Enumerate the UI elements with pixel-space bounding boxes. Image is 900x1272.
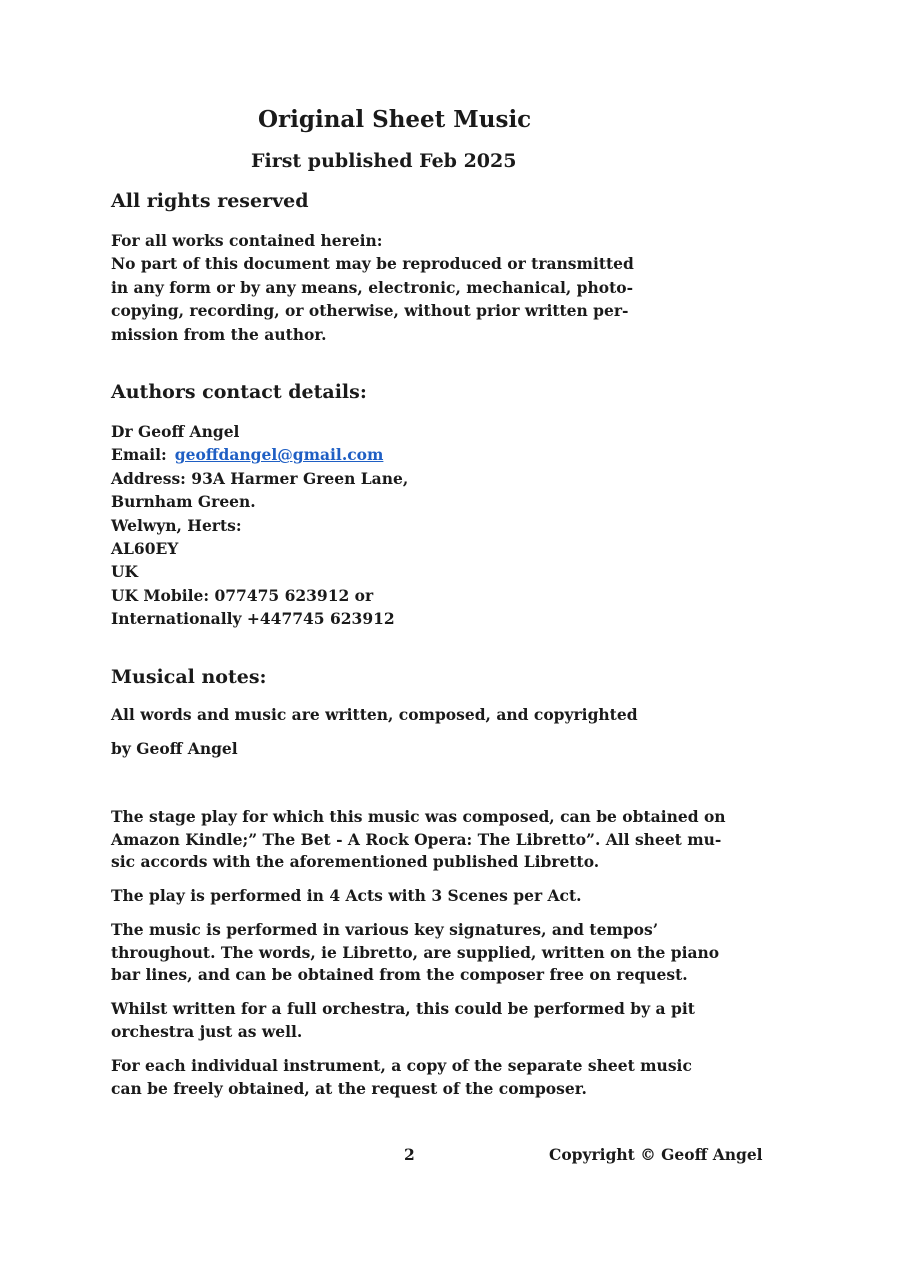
address-line: UK — [111, 562, 138, 582]
email-label: Email: — [111, 445, 167, 465]
notes-line-text: by Geoff Angel — [111, 739, 238, 758]
notes-paragraph — [111, 806, 726, 874]
paragraph-line: The music is performed in various key signatures, and tempos’ — [111, 920, 659, 939]
page-title: Original Sheet Music — [258, 106, 532, 133]
footer-copyright: Copyright © Geoff Angel — [549, 1145, 763, 1164]
notes-paragraph — [111, 919, 719, 987]
notes-paragraph — [111, 885, 582, 908]
address-line: AL60EY — [111, 539, 179, 559]
page-subtitle: First published Feb 2025 — [251, 150, 517, 172]
paragraph-line: orchestra just as well. — [111, 1021, 303, 1041]
rights-text — [111, 229, 634, 346]
author-name: Dr Geoff Angel — [111, 422, 240, 441]
page-number: 2 — [404, 1145, 415, 1164]
paragraph-line: can be freely obtained, at the request of the composer. — [111, 1078, 587, 1098]
rights-line: mission from the author. — [111, 324, 327, 344]
address-line: Address: 93A Harmer Green Lane, — [111, 468, 409, 488]
contact-heading: Authors contact details: — [111, 381, 367, 403]
address-line: Burnham Green. — [111, 492, 256, 512]
paragraph-line: bar lines, and can be obtained from the composer free on request. — [111, 965, 688, 984]
paragraph-line: Whilst written for a full orchestra, this could be performed by a pit — [111, 999, 695, 1018]
notes-paragraph — [111, 1055, 692, 1100]
phone-line: UK Mobile: 077475 623912 or — [111, 585, 374, 605]
notes-heading: Musical notes: — [111, 666, 267, 688]
email-link[interactable]: geoffdangel@gmail.com — [174, 445, 384, 465]
address-line: Welwyn, Herts: — [111, 515, 242, 535]
notes-line-text: All words and music are written, composed, and copyrighted — [111, 705, 638, 724]
paragraph-line: The stage play for which this music was composed, can be obtained on — [111, 807, 726, 826]
paragraph-line: For each individual instrument, a copy of the separate sheet music — [111, 1056, 692, 1075]
rights-line: copying, recording, or otherwise, without prior written per- — [111, 301, 629, 321]
rights-heading: All rights reserved — [111, 190, 309, 212]
rights-line: in any form or by any means, electronic, mechanical, photo- — [111, 277, 633, 297]
paragraph-line: sic accords with the aforementioned published Libretto. — [111, 852, 600, 871]
notes-line — [111, 738, 238, 761]
notes-line — [111, 704, 638, 727]
rights-line: For all works contained herein: — [111, 231, 383, 250]
phone-line: Internationally +447745 623912 — [111, 609, 395, 629]
notes-paragraph — [111, 998, 695, 1043]
paragraph-line: The play is performed in 4 Acts with 3 Scenes per Act. — [111, 886, 582, 905]
contact-details — [111, 420, 408, 631]
rights-line: No part of this document may be reproduced or transmitted — [111, 254, 634, 274]
paragraph-line: throughout. The words, ie Libretto, are supplied, written on the piano — [111, 942, 720, 962]
paragraph-line: Amazon Kindle;” The Bet - A Rock Opera: The Libretto”. All sheet mu- — [111, 829, 722, 849]
email-row — [111, 443, 408, 466]
